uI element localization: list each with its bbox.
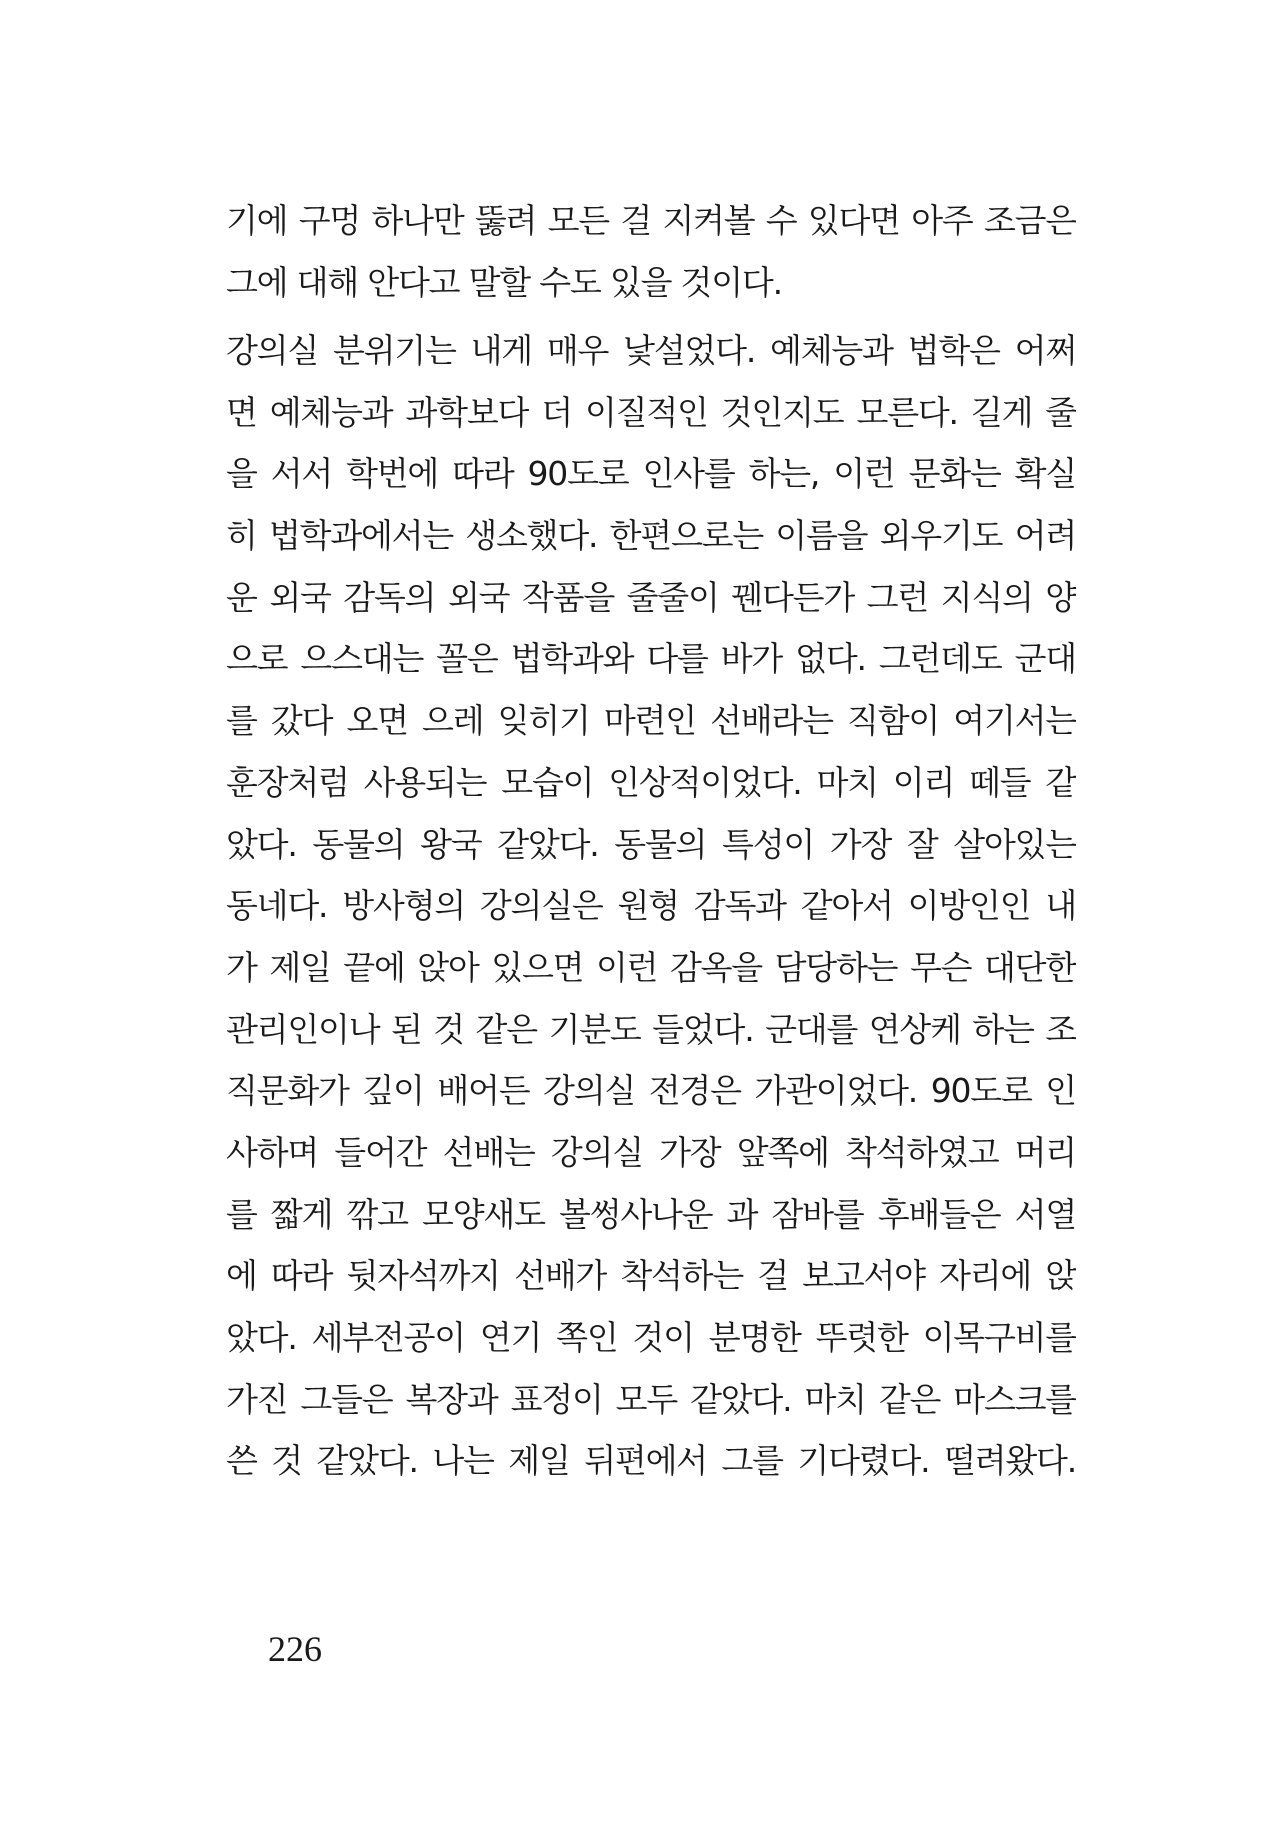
text-line: 았다. 동물의 왕국 같았다. 동물의 특성이 가장 잘 살아있는 bbox=[226, 824, 1076, 864]
text-line: 를 갔다 오면 으레 잊히기 마련인 선배라는 직함이 여기서는 bbox=[226, 701, 1076, 741]
text-line: 강의실 분위기는 내게 매우 낯설었다. 예체능과 법학은 어쩌 bbox=[226, 331, 1076, 370]
text-line: 히 법학과에서는 생소했다. 한편으로는 이름을 외우기도 어려 bbox=[226, 516, 1076, 556]
text-line: 가 제일 끝에 앉아 있으면 이런 감옥을 담당하는 무슨 대단한 bbox=[226, 947, 1076, 987]
text-line: 를 짧게 깎고 모양새도 볼썽사나운 과 잠바를 후배들은 서열 bbox=[226, 1194, 1076, 1234]
text-line: 면 예체능과 과학보다 더 이질적인 것인지도 모른다. 길게 줄 bbox=[226, 392, 1076, 432]
text-line: 으로 으스대는 꼴은 법학과와 다를 바가 없다. 그런데도 군대 bbox=[226, 639, 1076, 679]
text-line: 기에 구멍 하나만 뚫려 모든 걸 지켜볼 수 있다면 아주 조금은 bbox=[226, 201, 1076, 240]
text-line: 았다. 세부전공이 연기 쪽인 것이 분명한 뚜렷한 이목구비를 bbox=[226, 1318, 1076, 1357]
text-line: 동네다. 방사형의 강의실은 원형 감독과 같아서 이방인인 내 bbox=[226, 886, 1076, 926]
paragraph-1 bbox=[226, 190, 1076, 313]
text-line: 그에 대해 안다고 말할 수도 있을 것이다. bbox=[226, 262, 782, 302]
text-line: 에 따라 뒷자석까지 선배가 착석하는 걸 보고서야 자리에 앉 bbox=[226, 1256, 1076, 1296]
page-number: 226 bbox=[268, 1629, 322, 1669]
text-line: 을 서서 학번에 따라 90도로 인사를 하는, 이런 문화는 확실 bbox=[226, 454, 1076, 494]
text-line: 가진 그들은 복장과 표정이 모두 같았다. 마치 같은 마스크를 bbox=[226, 1379, 1076, 1419]
text-line: 사하며 들어간 선배는 강의실 가장 앞쪽에 착석하였고 머리 bbox=[226, 1132, 1076, 1172]
paragraph-2 bbox=[226, 320, 1076, 1492]
text-line: 훈장처럼 사용되는 모습이 인상적이었다. 마치 이리 떼들 같 bbox=[226, 762, 1076, 802]
text-line: 관리인이나 된 것 같은 기분도 들었다. 군대를 연상케 하는 조 bbox=[226, 1009, 1076, 1049]
text-line: 운 외국 감독의 외국 작품을 줄줄이 꿴다든가 그런 지식의 양 bbox=[226, 577, 1076, 617]
text-line: 쓴 것 같았다. 나는 제일 뒤편에서 그를 기다렸다. 떨려왔다. bbox=[226, 1441, 1076, 1481]
text-line: 직문화가 깊이 배어든 강의실 전경은 가관이었다. 90도로 인 bbox=[226, 1071, 1076, 1111]
